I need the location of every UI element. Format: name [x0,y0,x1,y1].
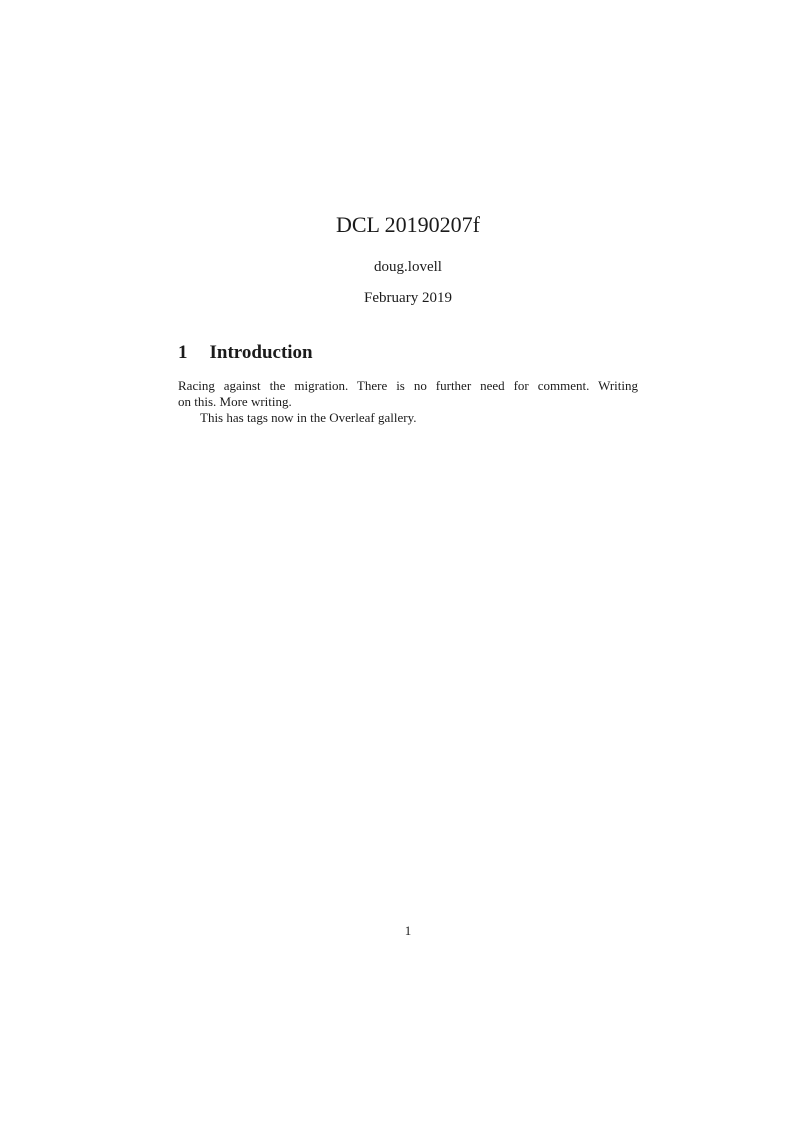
document-title: DCL 20190207f [335,212,480,237]
paragraph-1-line-1: Racing against the migration. There is no further need for comment. Writing [178,378,638,393]
document-content [178,0,638,1123]
section-title: Introduction [209,342,313,363]
section-heading [178,342,638,364]
paragraph-1-line-2: on this. More writing. [178,394,292,409]
paragraph-1 [178,378,638,410]
paragraph-2: This has tags now in the Overleaf gallery. [200,410,417,425]
section-number: 1 [178,342,188,363]
body-text [178,378,638,426]
document-author: doug.lovell [374,259,442,275]
page-number: 1 [404,923,412,938]
document-date: February 2019 [364,290,452,306]
